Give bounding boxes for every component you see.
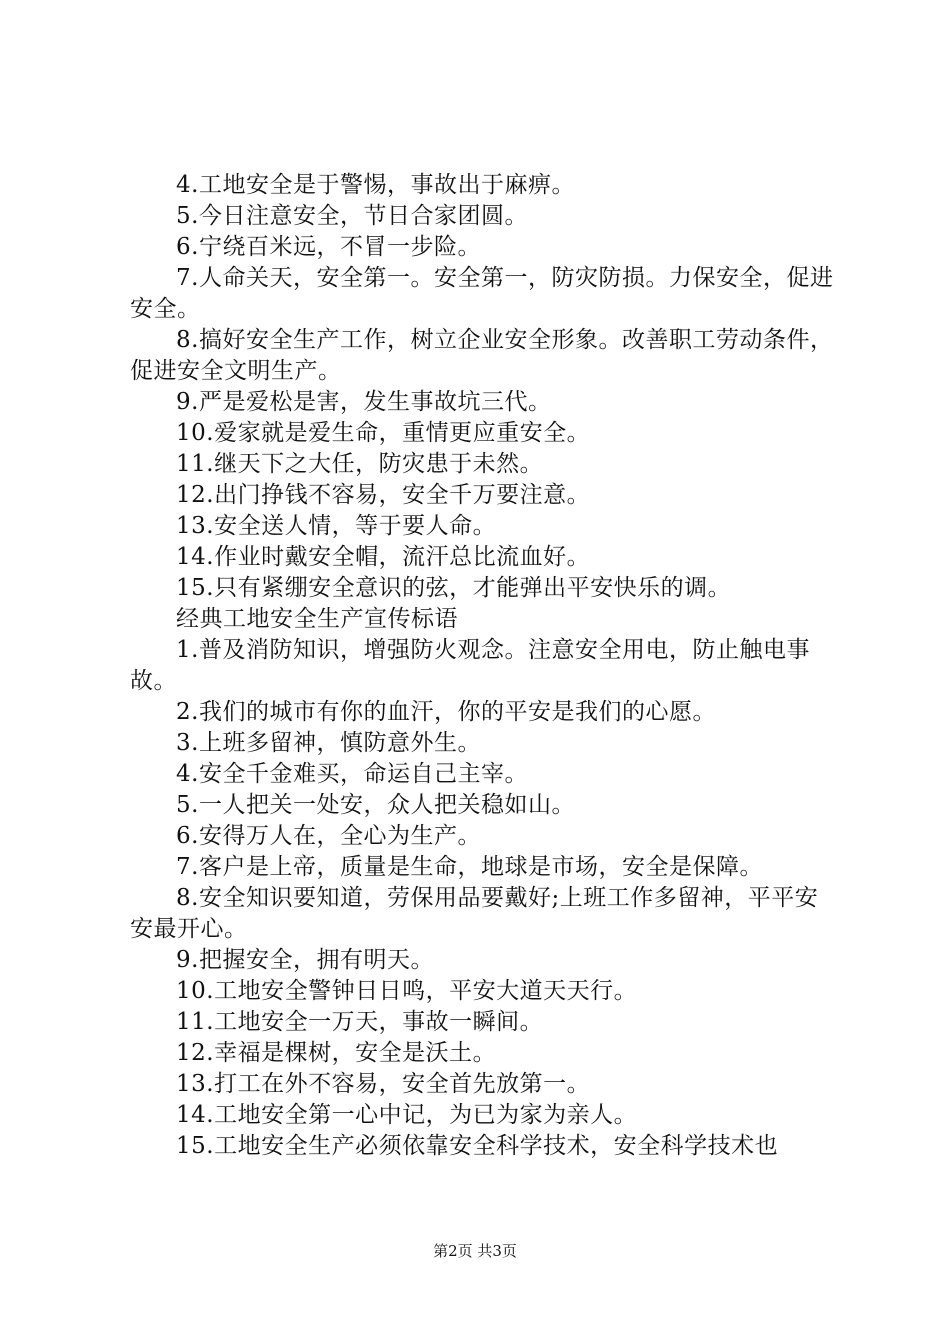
paragraph: 6.宁绕百米远，不冒一步险。 <box>176 234 481 260</box>
paragraph: 7.人命关天，安全第一。安全第一，防灾防损。力保安全，促进安全。 <box>130 265 834 322</box>
paragraph: 3.上班多留神，慎防意外生。 <box>176 730 481 756</box>
paragraph: 4.安全千金难买，命运自己主宰。 <box>176 761 528 787</box>
paragraph: 2.我们的城市有你的血汗，你的平安是我们的心愿。 <box>176 699 716 725</box>
paragraph: 4.工地安全是于警惕，事故出于麻痹。 <box>176 172 575 198</box>
document-body <box>130 170 835 1162</box>
paragraph: 11.工地安全一万天，事故一瞬间。 <box>176 1009 544 1035</box>
paragraph: 8.安全知识要知道，劳保用品要戴好;上班工作多留神，平平安安最开心。 <box>130 885 819 942</box>
paragraph: 10.工地安全警钟日日鸣，平安大道天天行。 <box>176 978 638 1004</box>
paragraph: 9.把握安全，拥有明天。 <box>176 947 434 973</box>
paragraph: 11.继天下之大任，防灾患于未然。 <box>176 451 544 477</box>
paragraph: 14.作业时戴安全帽，流汗总比流血好。 <box>176 544 591 570</box>
paragraph: 5.今日注意安全，节日合家团圆。 <box>176 203 528 229</box>
paragraph: 1.普及消防知识，增强防火观念。注意安全用电，防止触电事故。 <box>130 637 810 694</box>
paragraph: 7.客户是上帝，质量是生命，地球是市场，安全是保障。 <box>176 854 763 880</box>
paragraph: 8.搞好安全生产工作，树立企业安全形象。改善职工劳动条件，促进安全文明生产。 <box>130 327 834 384</box>
paragraph: 9.严是爱松是害，发生事故坑三代。 <box>176 389 552 415</box>
paragraph: 13.打工在外不容易，安全首先放第一。 <box>176 1071 591 1097</box>
paragraph: 14.工地安全第一心中记，为已为家为亲人。 <box>176 1102 638 1128</box>
paragraph: 15.工地安全生产必须依靠安全科学技术，安全科学技术也 <box>176 1133 779 1159</box>
paragraph: 12.出门挣钱不容易，安全千万要注意。 <box>176 482 591 508</box>
paragraph: 5.一人把关一处安，众人把关稳如山。 <box>176 792 575 818</box>
paragraph: 13.安全送人情，等于要人命。 <box>176 513 497 539</box>
paragraph: 6.安得万人在，全心为生产。 <box>176 823 481 849</box>
paragraph: 15.只有紧绷安全意识的弦，才能弹出平安快乐的调。 <box>176 575 732 601</box>
page-footer: 第2页 共3页 <box>433 1242 517 1260</box>
section-heading: 经典工地安全生产宣传标语 <box>176 606 458 632</box>
paragraph: 12.幸福是棵树，安全是沃土。 <box>176 1040 497 1066</box>
paragraph: 10.爱家就是爱生命，重情更应重安全。 <box>176 420 591 446</box>
